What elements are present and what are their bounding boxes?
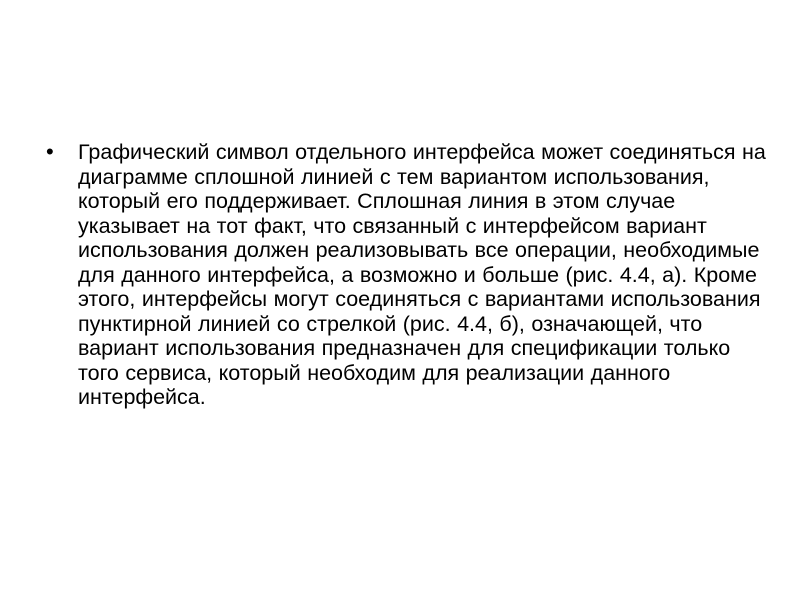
bullet-text: Графический символ отдельного интерфейса может соединяться на диаграмме сплошной линией с тем вариантом использования, который его поддерживает. Сплошная линия в этом случае указывает на тот факт, что связанный с интерфейсом вариант использования должен реализовывать все операции, необходимые для данного интерфейса, а возможно и больше (рис. 4.4, а). Кроме этого, интерфейсы могут соединяться с вариантами использования пунктирной линией со стрелкой (рис. 4.4, б), означающей, что вариант использования предназначен для спецификации только того сервиса, который необходим для реализации данного интерфейса. <box>78 140 766 409</box>
bullet-marker: • <box>46 139 54 164</box>
bullet-item <box>46 140 766 410</box>
bullet-list <box>46 140 766 410</box>
